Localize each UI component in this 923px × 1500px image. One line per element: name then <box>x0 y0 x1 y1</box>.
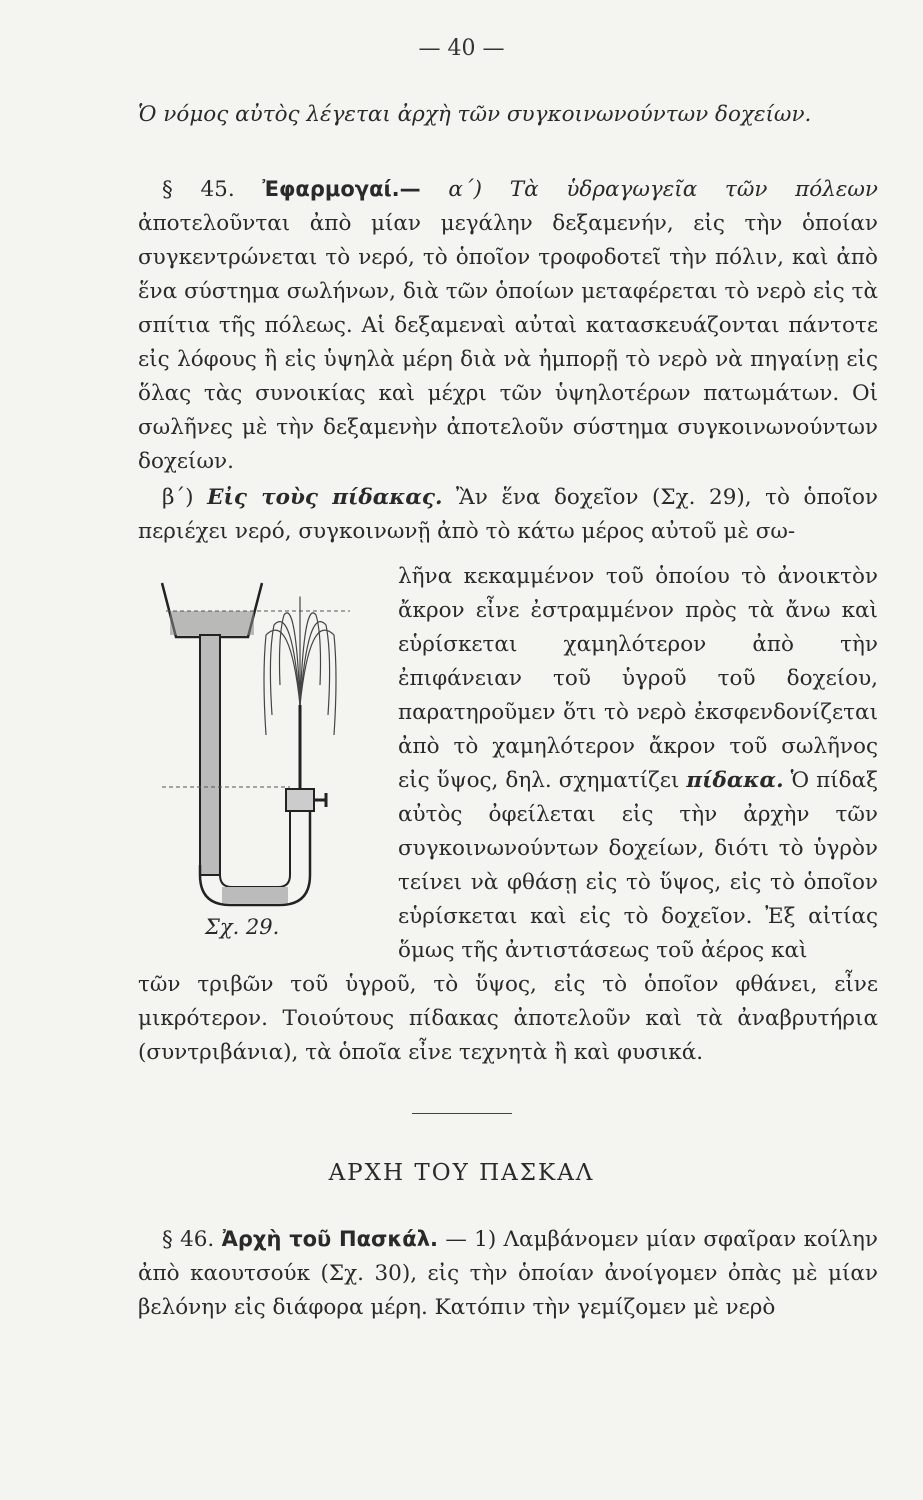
para-b-end: τῶν τριβῶν τοῦ ὑγροῦ, τὸ ὕψος, εἰς τὸ ὁποῖον φθάνει, εἶνε μικρότερον. Τοιούτους πίδακας ἀποτελοῦν καὶ τὰ ἀναβρυτήρια (συντριβάνια), τὰ ὁποῖα εἶνε τεχνητὰ ἢ καὶ φυσικά. <box>138 972 878 1065</box>
stopcock-body <box>286 789 314 811</box>
section-46-mark: § 46. <box>162 1227 215 1252</box>
section-divider <box>412 1113 512 1114</box>
para-b-float-1: λῆνα κεκαμμένον τοῦ ὁποίου τὸ ἀνοικτὸν ἄκρον εἶνε ἐστραμμένον πρὸς τὰ ἄνω καὶ εὑρίσκεται χαμηλότερον ἀπὸ τὴν ἐπιφάνειαν τοῦ ὑγροῦ τοῦ δοχείου, παρατηροῦμεν ὅτι τὸ νερὸ ἐκσφενδονίζεται ἀπὸ τὸ χαμηλότερον ἄκρον τοῦ σωλῆνος εἰς ὕψος, δηλ. σχηματίζει <box>398 564 878 793</box>
section-45-heading: Ἐφαρμογαί.— <box>262 177 421 201</box>
figure-side-text <box>398 560 878 968</box>
down-pipe <box>200 635 220 875</box>
section-title: ΑΡΧΗ ΤΟΥ ΠΑΣΚΑΛ <box>328 1160 595 1186</box>
para-b-float <box>398 560 878 968</box>
section-46-heading: Ἀρχὴ τοῦ Πασκάλ. <box>221 1227 438 1251</box>
figure-29 <box>150 575 380 935</box>
intro-text: Ὁ νόμος αὐτὸς λέγεται ἀρχὴ τῶν συγκοινωνούντων δοχείων. <box>138 102 812 127</box>
sub-b-title: Εἰς τοὺς πίδακας. <box>207 485 443 510</box>
fountain-diagram <box>150 575 380 935</box>
section-45-continuation <box>138 968 878 1070</box>
section-45-mark: § 45. <box>162 177 235 202</box>
pipe-bottom-fill <box>222 887 288 903</box>
sub-b-label: β΄) <box>162 485 194 510</box>
section-45-para-b <box>138 481 878 549</box>
para-a-text: ἀποτελοῦνται ἀπὸ μίαν μεγάλην δεξαμενήν, εἰς τὴν ὁποίαν συγκεντρώνεται τὸ νερό, τὸ ὁποῖον τροφοδοτεῖ τὴν πόλιν, καὶ ἀπὸ ἕνα σύστημα σωλήνων, διὰ τῶν ὁποίων μεταφέρεται τὸ νερὸ εἰς τὰ σπίτια τῆς πόλεως. Αἱ δεξαμεναὶ αὐταὶ κατασκευάζονται πάντοτε εἰς λόφους ἢ εἰς ὑψηλὰ μέρη διὰ νὰ ἠμπορῇ τὸ νερὸ νὰ πηγαίνῃ εἰς ὅλας τὰς συνοικίας καὶ μέχρι τῶν ὑψηλοτέρων πατωμάτων. Οἱ σωλῆνες μὲ τὴν δεξαμενὴν ἀποτελοῦν σύστημα συγκοινωνούντων δοχείων. <box>138 211 878 474</box>
pidaka-term: πίδακα. <box>686 768 784 793</box>
section-46-text: — 1) Λαμβάνομεν μίαν σφαῖραν κοίλην ἀπὸ καουτσούκ (Σχ. 30), εἰς τὴν ὁποίαν ἀνοίγομεν ὀπὰς μὲ μίαν βελόνην εἰς διάφορα μέρη. Κατόπιν τὴν γεμίζομεν μὲ νερὸ <box>138 1227 878 1320</box>
figure-29-caption: Σχ. 29. <box>205 915 280 939</box>
page-number: — 40 — <box>418 36 505 61</box>
section-45-para-a <box>138 172 878 479</box>
vessel-water <box>170 611 254 635</box>
intro-paragraph <box>138 98 878 132</box>
para-b-float-2: Ὁ πίδαξ αὐτὸς ὀφείλεται εἰς τὴν ἀρχὴν τῶν συγκοινωνούντων δοχείων, διότι τὸ ὑγρὸν τείνει νὰ φθάσῃ εἰς τὸ ὕψος, εἰς τὸ ὁποῖον εὑρίσκεται καὶ εἰς τὸ δοχεῖον. Ἐξ αἰτίας ὅμως τῆς ἀντιστάσεως τοῦ ἀέρος καὶ <box>398 768 878 963</box>
section-46 <box>138 1222 878 1325</box>
sub-a-label: α΄) Τὰ ὑδραγωγεῖα τῶν πόλεων <box>448 177 878 202</box>
pipe-bend-inner <box>220 805 290 887</box>
section-46-para <box>138 1222 878 1325</box>
para-b-start: Ἂν ἕνα δοχεῖον (Σχ. 29), τὸ ὁποῖον περιέχει νερό, συγκοινωνῇ ἀπὸ τὸ κάτω μέρος αὐτοῦ μὲ σω- <box>138 485 878 544</box>
section-45 <box>138 172 878 549</box>
